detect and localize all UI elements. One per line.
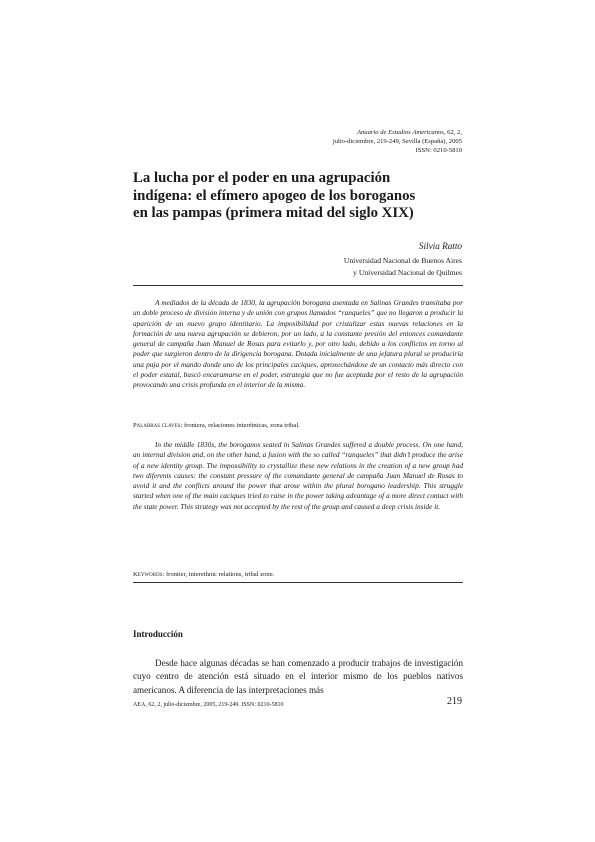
body-text xyxy=(133,657,463,697)
abstract-spanish xyxy=(133,298,463,391)
journal-header-line1 xyxy=(333,128,462,137)
keywords-text: frontier, interethnic relations, tribal zone. xyxy=(164,571,275,578)
journal-volume: , 62, 2, xyxy=(443,129,462,136)
author-name: Silvia Ratto xyxy=(418,241,462,251)
section-heading: Introducción xyxy=(133,629,183,639)
abstract-text: A mediados de la década de 1830, la agrupación borogana asentada en Salinas Grandes transitaba por un doble proceso de división interna y de unión con grupos llamados “ranqueles” que no llegaron a producir la aparición de un nuevo grupo identitario. La imposibilidad por cristalizar estas nuevas relaciones en la formación de una nueva agrupación se debieron, por un lado, a la constante presión del entonces comandante general de campaña Juan Manuel de Rosas para evitarlo y, por otro lado, debido a los conflictos en torno al poder que surgieron dentro de la dirigencia borogana. Dotada inicialmente de una jefatura plural se produciría una puja por el mando donde uno de los principales caciques, aproxechándose de un contacto más directo con el poder estatal, buscó encaramarse en el poder, estrategia que no fue aceptada por el resto de la agrupación provocando una crisis profunda en el interior de la misma. xyxy=(133,298,463,390)
body-paragraph: Desde hace algunas décadas se han comenzado a producir trabajos de investigación cuyo centro de atención está situado en el interior mismo de los pueblos nativos americanos. A diferencia de las interpretaciones más xyxy=(133,658,463,695)
footer-citation: AEA, 62, 2, julio-diciembre, 2005, 219-249. ISSN: 0210-5810 xyxy=(133,702,284,708)
divider xyxy=(133,582,463,583)
affiliation-line: Universidad Nacional de Buenos Aires xyxy=(343,256,462,265)
journal-header xyxy=(333,128,462,155)
keywords-label: Keywords: xyxy=(133,571,165,578)
abstract-text: In the middle 1830s, the boroganos seated in Salinas Grandes suffered a double process. On one hand, an internal division and, on the other hand, a fusion with the so called “ranqueles” that didn’t produce the arise of a new identity group. The impossibility to crystallize these new relations in the creation of a new group had two diferents causes: the constant pressure of the comandante general de campaña Juan Manuel de Rosas to avoid it and the conflicts around the power that arose within the plural borogano leadership. This struggle started when one of the main caciques tried to raise in the power taking advantage of a more direct contact with the state power. This strategy was not accepted by the rest of the group and caused a deep crisis inside it. xyxy=(133,440,463,511)
keywords-label: Palabras claves: xyxy=(133,422,183,429)
journal-header-line2: julio-diciembre, 219-249, Sevilla (España), 2005 xyxy=(332,138,462,145)
title-line: en las pampas (primera mitad del siglo XIX) xyxy=(133,205,414,222)
title-line: indígena: el efímero apogeo de los boroganos xyxy=(133,187,416,204)
journal-header-issn: ISSN: 0210-5810 xyxy=(415,147,462,154)
author-affiliation xyxy=(344,255,462,279)
article-title xyxy=(133,170,473,223)
abstract-english xyxy=(133,440,463,512)
page-number: 219 xyxy=(447,696,462,707)
journal-name: Anuario de Estudios Americanos xyxy=(356,129,444,136)
divider xyxy=(133,285,463,286)
affiliation-line: y Universidad Nacional de Quilmes xyxy=(353,268,462,277)
keywords-spanish xyxy=(133,421,463,430)
title-line: La lucha por el poder en una agrupación xyxy=(133,170,391,186)
keywords-text: frontera, relaciones interétnicas, zona tribal. xyxy=(182,422,300,429)
keywords-english xyxy=(133,570,463,579)
